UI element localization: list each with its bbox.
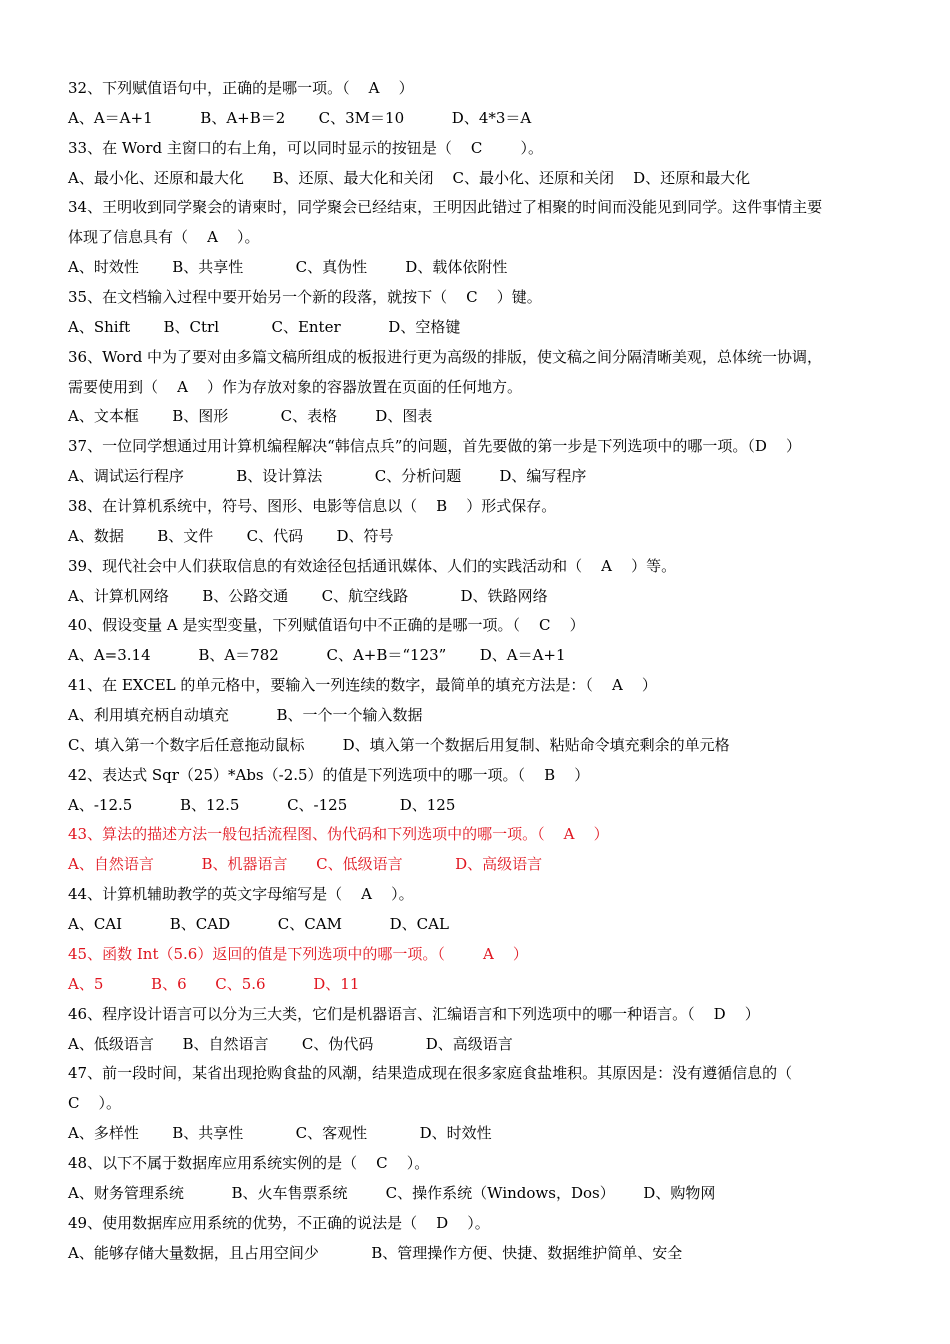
options-line: A、利用填充柄自动填充 B、一个一个输入数据 (68, 706, 423, 725)
question-line: 34、王明收到同学聚会的请柬时，同学聚会已经结束，王明因此错过了相聚的时间而没能见到同学。这件事情主要 (68, 198, 823, 217)
question-line: 47、前一段时间，某省出现抢购食盐的风潮，结果造成现在很多家庭食盐堆积。其原因是：没有遵循信息的（ (68, 1064, 793, 1083)
options-line: A、A=3.14 B、A＝782 C、A+B＝“123” D、A＝A+1 (68, 646, 566, 665)
question-line: 48、以下不属于数据库应用系统实例的是（ C ）。 (68, 1153, 430, 1172)
options-line: A、最小化、还原和最大化 B、还原、最大化和关闭 C、最小化、还原和关闭 D、还原和最大化 (68, 168, 751, 187)
question-line: 46、程序设计语言可以分为三大类，它们是机器语言、汇编语言和下列选项中的哪一种语言。（ D ） (68, 1004, 760, 1023)
options-line: A、Shift B、Ctrl C、Enter D、空格键 (68, 317, 461, 336)
options-line: A、数据 B、文件 C、代码 D、符号 (68, 526, 394, 545)
question-line: 40、假设变量 A 是实型变量，下列赋值语句中不正确的是哪一项。（ C ） (68, 616, 585, 635)
options-line: A、计算机网络 B、公路交通 C、航空线路 D、铁路网络 (68, 586, 548, 605)
options-line: A、-12.5 B、12.5 C、-125 D、125 (68, 795, 456, 814)
question-line: 49、使用数据库应用系统的优势，不正确的说法是（ D ）。 (68, 1213, 490, 1232)
options-line: A、自然语言 B、机器语言 C、低级语言 D、高级语言 (68, 855, 543, 874)
options-line: A、文本框 B、图形 C、表格 D、图表 (68, 407, 433, 426)
question-line: 37、一位同学想通过用计算机编程解决“韩信点兵”的问题，首先要做的第一步是下列选项中的哪一项。（D ） (68, 437, 802, 456)
question-line: 33、在 Word 主窗口的右上角，可以同时显示的按钮是（ C ）。 (68, 138, 544, 157)
question-line: 39、现代社会中人们获取信息的有效途径包括通讯媒体、人们的实践活动和（ A ）等。 (68, 556, 677, 575)
options-line: A、调试运行程序 B、设计算法 C、分析问题 D、编写程序 (68, 467, 587, 486)
text-line: 需要使用到（ A ）作为存放对象的容器放置在页面的任何地方。 (68, 377, 522, 396)
question-line: 36、Word 中为了要对由多篇文稿所组成的板报进行更为高级的排版，使文稿之间分隔清晰美观，总体统一协调， (68, 347, 823, 366)
options-line: A、CAI B、CAD C、CAM D、CAL (68, 915, 449, 934)
question-line: 38、在计算机系统中，符号、图形、电影等信息以（ B ）形式保存。 (68, 497, 557, 516)
options-line: A、A＝A+1 B、A+B＝2 C、3M＝10 D、4*3＝A (68, 108, 532, 127)
question-line: 41、在 EXCEL 的单元格中，要输入一列连续的数字，最简单的填充方法是：（ A ） (68, 676, 657, 695)
text-line: C ）。 (68, 1094, 122, 1113)
question-line: 42、表达式 Sqr（25）*Abs（-2.5）的值是下列选项中的哪一项。（ B ） (68, 765, 590, 784)
options-line: A、能够存储大量数据，且占用空间少 B、管理操作方便、快捷、数据维护简单、安全 (68, 1243, 683, 1262)
question-line: 45、函数 Int（5.6）返回的值是下列选项中的哪一项。（ A ） (68, 944, 528, 963)
options-line: A、5 B、6 C、5.6 D、11 (68, 974, 360, 993)
options-line: A、时效性 B、共享性 C、真伪性 D、载体依附性 (68, 258, 508, 277)
text-line: 体现了信息具有（ A ）。 (68, 228, 260, 247)
question-line: 35、在文档输入过程中要开始另一个新的段落，就按下（ C ）键。 (68, 288, 542, 307)
options-line: A、财务管理系统 B、火车售票系统 C、操作系统（Windows，Dos） D、购物网 (68, 1183, 716, 1202)
question-line: 32、下列赋值语句中，正确的是哪一项。（ A ） (68, 79, 414, 97)
document-body (68, 74, 888, 1268)
options-line: C、填入第一个数字后任意拖动鼠标 D、填入第一个数据后用复制、粘贴命令填充剩余的单元格 (68, 735, 730, 754)
question-line: 44、计算机辅助教学的英文字母缩写是（ A ）。 (68, 885, 414, 904)
question-line: 43、算法的描述方法一般包括流程图、伪代码和下列选项中的哪一项。（ A ） (68, 825, 609, 844)
options-line: A、多样性 B、共享性 C、客观性 D、时效性 (68, 1124, 492, 1143)
options-line: A、低级语言 B、自然语言 C、伪代码 D、高级语言 (68, 1034, 513, 1053)
